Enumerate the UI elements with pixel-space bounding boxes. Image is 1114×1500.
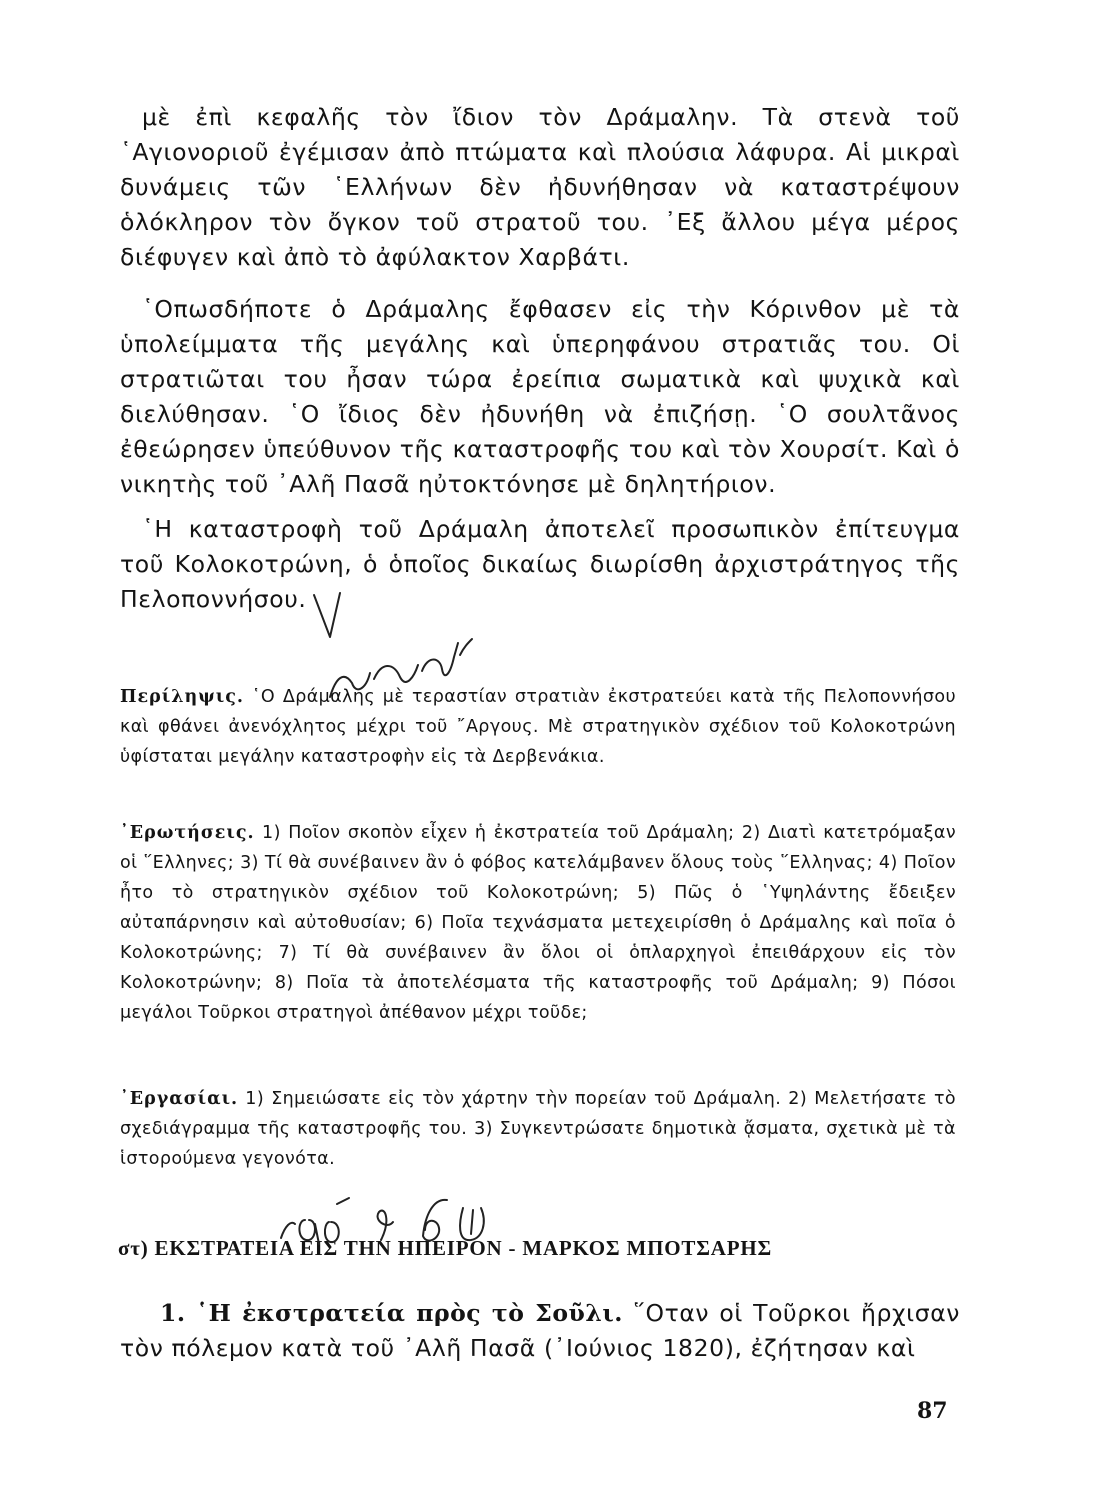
questions-label: ᾿Ερωτήσεις. — [120, 823, 255, 843]
paragraph-2: ῾Οπωσδήποτε ὁ Δράμαλης ἔφθασεν εἰς τὴν Κόρινθον μὲ τὰ ὑπολείμματα τῆς μεγάλης καὶ ὑπερηφάνου στρατιᾶς του. Οἱ στρατιῶται του ἦσαν τώρα ἐρείπια σωματικὰ καὶ ψυχικὰ καὶ διελύθησαν. ῾Ο ἴδιος δὲν ἠδυνήθη νὰ ἐπιζήσῃ. ῾Ο σουλτᾶνος ἐθεώρησεν ὑπεύθυνον τῆς καταστροφῆς του καὶ τὸν Χουρσίτ. Καὶ ὁ νικητὴς τοῦ ᾿Αλῆ Πασᾶ ηὐτοκτόνησε μὲ δηλητήριον. — [120, 295, 960, 498]
handwritten-checkmark-scribble — [300, 585, 480, 715]
section-heading: στ) ΕΚΣΤΡΑΤΕΙΑ ΕΙΣ ΤΗΝ ΗΠΕΙΡΟΝ - ΜΑΡΚΟΣ ΜΠΟΤΣΑΡΗΣ — [118, 1236, 772, 1260]
summary-text: ῾Ο Δράμαλης μὲ τεραστίαν στρατιὰν ἐκστρατεύει κατὰ τῆς Πελοποννήσου καὶ φθάνει ἀνενόχλητος μέχρι τοῦ ῎Αργους. Μὲ στρατηγικὸν σχέδιον τοῦ Κολοκοτρώνη ὑφίσταται μεγάλην καταστροφὴν εἰς τὰ Δερβενάκια. — [120, 687, 956, 767]
summary-block — [120, 682, 956, 772]
paragraph-3: ῾Η καταστροφὴ τοῦ Δράμαλη ἀποτελεῖ προσωπικὸν ἐπίτευγμα τοῦ Κολοκοτρώνη, ὁ ὁποῖος δικαίως διωρίσθη ἀρχιστράτηγος τῆς Πελοποννήσου. — [120, 515, 960, 613]
handwritten-annotation — [275, 1190, 535, 1265]
exercises-text: 1) Σημειώσατε εἰς τὸν χάρτην τὴν πορείαν τοῦ Δράμαλη. 2) Μελετήσατε τὸ σχεδιάγραμμα τῆς καταστροφῆς του. 3) Συγκεντρώσατε δημοτικὰ ᾄσματα, σχετικὰ μὲ τὰ ἱστορούμενα γεγονότα. — [120, 1089, 956, 1169]
page-number: 87 — [917, 1398, 948, 1424]
exercises-label: ᾿Εργασίαι. — [120, 1089, 239, 1109]
subsection-heading: 1. ῾Η ἐκστρατεία πρὸς τὸ Σοῦλι. — [160, 1299, 623, 1327]
subsection-paragraph — [120, 1296, 960, 1366]
paragraph-1: μὲ ἐπὶ κεφαλῆς τὸν ἴδιον τὸν Δράμαλην. Τὰ στενὰ τοῦ ῾Αγιονοριοῦ ἐγέμισαν ἀπὸ πτώματα καὶ πλούσια λάφυρα. Αἱ μικραὶ δυνάμεις τῶν ῾Ελλήνων δὲν ἠδυνήθησαν νὰ καταστρέψουν ὁλόκληρον τὸν ὄγκον τοῦ στρατοῦ του. ᾿Εξ ἄλλου μέγα μέρος διέφυγεν καὶ ἀπὸ τὸ ἀφύλακτον Χαρβάτι. — [120, 103, 960, 271]
questions-block — [120, 818, 956, 1028]
exercises-block — [120, 1084, 956, 1174]
subsection-text: ῞Οταν οἱ Τοῦρκοι ἤρχισαν τὸν πόλεμον κατὰ τοῦ ᾿Αλῆ Πασᾶ (᾿Ιούνιος 1820), ἐζήτησαν καὶ — [120, 1299, 961, 1362]
questions-text: 1) Ποῖον σκοπὸν εἶχεν ἡ ἐκστρατεία τοῦ Δράμαλη; 2) Διατὶ κατετρόμαξαν οἱ ῞Ελληνες; 3) Τί θὰ συνέβαινεν ἂν ὁ φόβος κατελάμβανεν ὅλους τοὺς ῞Ελληνας; 4) Ποῖον ἦτο τὸ στρατηγικὸν σχέδιον τοῦ Κολοκοτρώνη; 5) Πῶς ὁ ῾Υψηλάντης ἔδειξεν αὐταπάρνησιν καὶ αὐτοθυσίαν; 6) Ποῖα τεχνάσματα μετεχειρίσθη ὁ Δράμαλης καὶ ποῖα ὁ Κολοκοτρώνης; 7) Τί θὰ συνέβαινεν ἂν ὅλοι οἱ ὁπλαρχηγοὶ ἐπειθάρχουν εἰς τὸν Κολοκοτρώνην; 8) Ποῖα τὰ ἀποτελέσματα τῆς καταστροφῆς τοῦ Δράμαλη; 9) Πόσοι μεγάλοι Τοῦρκοι στρατηγοὶ ἀπέθανον μέχρι τοῦδε; — [120, 823, 956, 1023]
summary-label: Περίληψις. — [120, 687, 244, 707]
